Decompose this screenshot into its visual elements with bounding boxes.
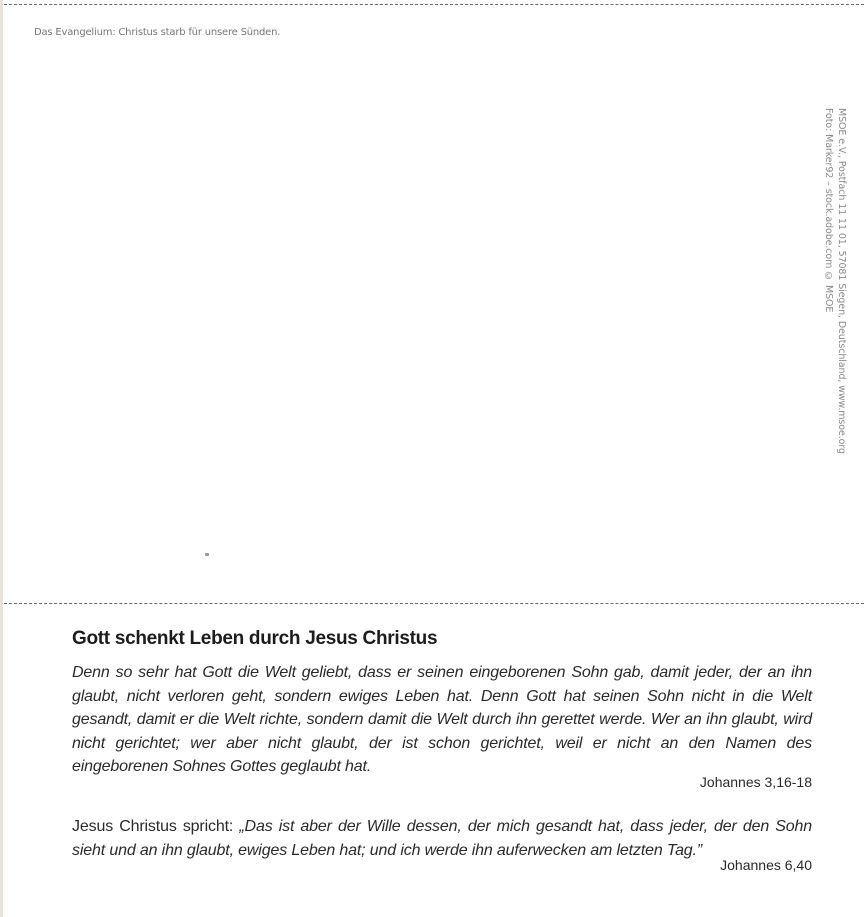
paper-edge	[0, 0, 3, 917]
cut-line-top	[4, 4, 864, 5]
publisher-address: MSOE e.V., Postfach 11 11 01, 57081 Siegen, Deutschland, www.msoe.org	[836, 108, 847, 454]
photo-credit: Foto: Marker92 – stock.adobe.com © MSOE	[823, 108, 834, 313]
verse-reference-1: Johannes 3,16-18	[699, 774, 812, 790]
cut-line-middle	[4, 603, 864, 604]
section-title: Gott schenkt Leben durch Jesus Christus	[72, 628, 438, 649]
verse-quote: „Das ist aber der Wille dessen, der mich gesandt hat, dass jeder, der den Sohn sieht und an ihn glaubt, ewiges Leben hat; und ich werde ihn auferwecken am letzten Tag.”	[72, 818, 812, 859]
verse-john-6-40	[72, 815, 812, 862]
header-note: Das Evangelium: Christus starb für unsere Sünden.	[34, 27, 281, 38]
verse-reference-2: Johannes 6,40	[720, 857, 812, 873]
paper-speck	[205, 553, 209, 556]
publisher-credit	[822, 108, 848, 454]
verse-speaker: Jesus Christus spricht:	[72, 818, 240, 835]
verse-john-3-16: Denn so sehr hat Gott die Welt geliebt, dass er seinen eingeborenen Sohn gab, damit jeder, der an ihn glaubt, nicht verloren geht, sondern ewiges Leben hat. Denn Gott hat seinen Sohn nicht in die Welt gesandt, damit er die Welt richte, sondern damit die Welt durch ihn gerettet werde. Wer an ihn glaubt, wird nicht gerichtet; wer aber nicht glaubt, der ist schon gerichtet, weil er nicht an den Namen des eingeborenen Sohnes Gottes geglaubt hat.	[72, 664, 812, 775]
